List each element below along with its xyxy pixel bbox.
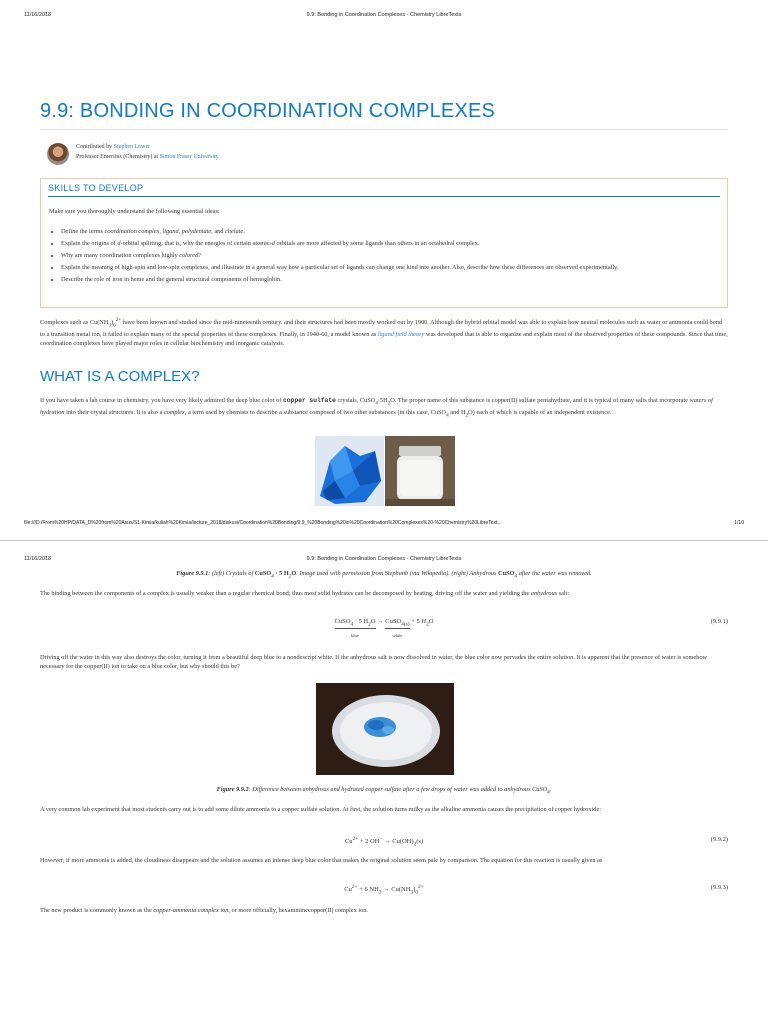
equation-number: (9.9.1) xyxy=(710,618,728,625)
print-title: 9.9: Bonding in Coordination Complexes - Chemistry LibreTexts xyxy=(306,556,462,562)
title-divider xyxy=(40,129,728,130)
hydrated-copper-sulfate-image xyxy=(316,683,454,775)
page-header xyxy=(0,556,768,570)
white-label: white xyxy=(392,633,403,638)
binding-paragraph: The binding between the components of a complex is usually weaker than a regular chemical bond; thus most solid hydrates can be decomposed by heating, driving off the water and yielding the anhydrous salt: xyxy=(40,590,570,597)
list-item: • Describe the role of iron in heme and the general structural components of hemoglobin. xyxy=(61,275,726,284)
figure-2-caption: Figure 9.9.2: Difference between anhydrous and hydrated copper sulfate after a few drops of water was added to anhydrous CuSO$_4$. xyxy=(216,786,552,796)
ligand-field-theory-link[interactable]: ligand field theory xyxy=(377,331,425,339)
product-paragraph: The new product is commonly known as the copper-ammonia complex ion, or more officially, hexamminecopper(II) complex ion. xyxy=(40,907,368,914)
list-item: • Explain the origins of d-orbital splitting; that is, why the energies of certain atomic-d orbitals are more affected by some ligands than others in an octahedral complex. xyxy=(61,239,726,248)
color-paragraph: Driving off the water in this way also destroys the color, turning it from a beautiful deep blue to a nondescript white. If the anhydrous salt is now dissolved in water, the blue color now pervades the entire solution. It is apparent that the presence of water is somehow necessary for the copper(II) ion to take on a blue color, but why should this be? xyxy=(40,654,708,670)
intro-paragraph: Complexes such as $Cu(NH_3)_6^{2+}$ have been known and studied since the mid-nineteenth century. and their structures had been mostly worked out by 1900. Although the hybrid orbital model was able to explain how neutral molecules such as water or ammonia could bond to a transition metal ion, it failed to explain many of the special properties of these complexes. Finally, in 1940-60, a model known as ligand field theory was developed that is able to organize and explain most of the observed properties of these compounds. Since that time, coordination complexes have played major roles in cellular biochemistry and inorganic catalysis. xyxy=(40,317,728,348)
page-footer xyxy=(24,520,744,526)
skills-list xyxy=(49,227,726,287)
author-link[interactable]: Stephen Lower xyxy=(113,144,151,150)
figure-1-caption: Figure 9.9.1: (left) Crystals of CuSO$_4$ · 5 $H_2O$. Image used with permission from Stephanb (via Wikipedia). (right) Anhydrous CuSO$_4$ after the water was removed. xyxy=(176,570,592,580)
print-date: 11/16/2018 xyxy=(24,12,52,18)
contributor-role: Professor Emeritus (Chemistry) at Simon Fraser University xyxy=(76,154,219,160)
equation-number: (9.9.3) xyxy=(710,884,728,891)
equation-3: $Cu^{2+} + 6$ $NH_3 \to Cu(NH_3)_6^{2+}$ (9.9.3) xyxy=(344,884,728,896)
equation-1: CuSO$_4$ · 5 $H_2O$ blue → CuSO$_{4(s)}$ white + 5 $H_2O$ (9.9.1) xyxy=(334,618,728,638)
page-header xyxy=(0,12,768,26)
anhydrous-copper-sulfate-jar-image xyxy=(385,436,455,506)
skills-heading: SKILLS TO DEVELOP xyxy=(48,183,144,193)
blue-label: blue xyxy=(351,633,359,638)
page-number: 1/10 xyxy=(734,520,744,526)
print-title: 9.9: Bonding in Coordination Complexes - Chemistry LibreTexts xyxy=(306,12,462,18)
institution-link[interactable]: Simon Fraser University xyxy=(159,154,219,160)
skills-divider xyxy=(48,196,720,197)
copper-sulfate-crystals-image xyxy=(315,436,384,506)
contributor-line: Contributed by Stephen Lower xyxy=(76,144,151,150)
avatar xyxy=(47,143,69,165)
list-item: • Explain the meaning of high-spin and low-spin complexes, and illustrate in a general way how a particular set of ligands can change one kind into another. Also, describe how these differences are observed experimentally. xyxy=(61,263,726,272)
skills-intro: Make sure you thoroughly understand the following essential ideas: xyxy=(49,208,220,215)
page-title: 9.9: BONDING IN COORDINATION COMPLEXES xyxy=(40,100,496,122)
skills-box xyxy=(40,178,728,308)
section-heading: WHAT IS A COMPLEX? xyxy=(40,368,200,385)
print-date: 11/16/2018 xyxy=(24,556,52,562)
list-item: • Why are many coordination complexes highly colored? xyxy=(61,251,726,260)
equation-2: $Cu^{2+} + 2$ $OH^- \to Cu(OH)_2(s)$ (9.9.2) xyxy=(344,836,728,848)
list-item: • Define the terms coordination complex, ligand, polydentate, and chelate. xyxy=(61,227,726,236)
page-break xyxy=(0,540,768,541)
ammonia-paragraph: A very common lab experiment that most students carry out is to add some dilute ammonia to a copper sulfate solution. At first, the solution turns milky as the alkaline ammonia causes the precipitation of copper hydroxide: xyxy=(40,806,601,813)
equation-number: (9.9.2) xyxy=(710,836,728,843)
cloudiness-paragraph: However, if more ammonia is added, the cloudiness disappears and the solution assumes an intense deep blue color that makes the original solution seem pale by comparison. The equation for this reaction is usually given as xyxy=(40,857,603,864)
section-paragraph: If you have taken a lab course in chemistry, you have very likely admired the deep blue color of copper sulfate crystals, $CuSO_4\cdot 5H_2O$. The proper name of this substance is copper(II) sulfate pentahydrate, and it is typical of many salts that incorporate waters of hydration into their crystal structures. It is also a complex, a term used by chemists to describe a substance composed of two other substances (in this case, CuSO$_4$ and $H_2O$) each of which is capable of an independent existence. xyxy=(40,397,713,419)
file-path: file:///D:/From%20HP/DATA_D%20from%20Asus/S1-Kimia/kuliah%20Kimia/lecture_2018/diskusi/Coordination%20Bonding/9.9_%20Bonding%20in%20Coordination%20Complexes%20-%20Chemistry%20LibreText... xyxy=(24,520,502,526)
